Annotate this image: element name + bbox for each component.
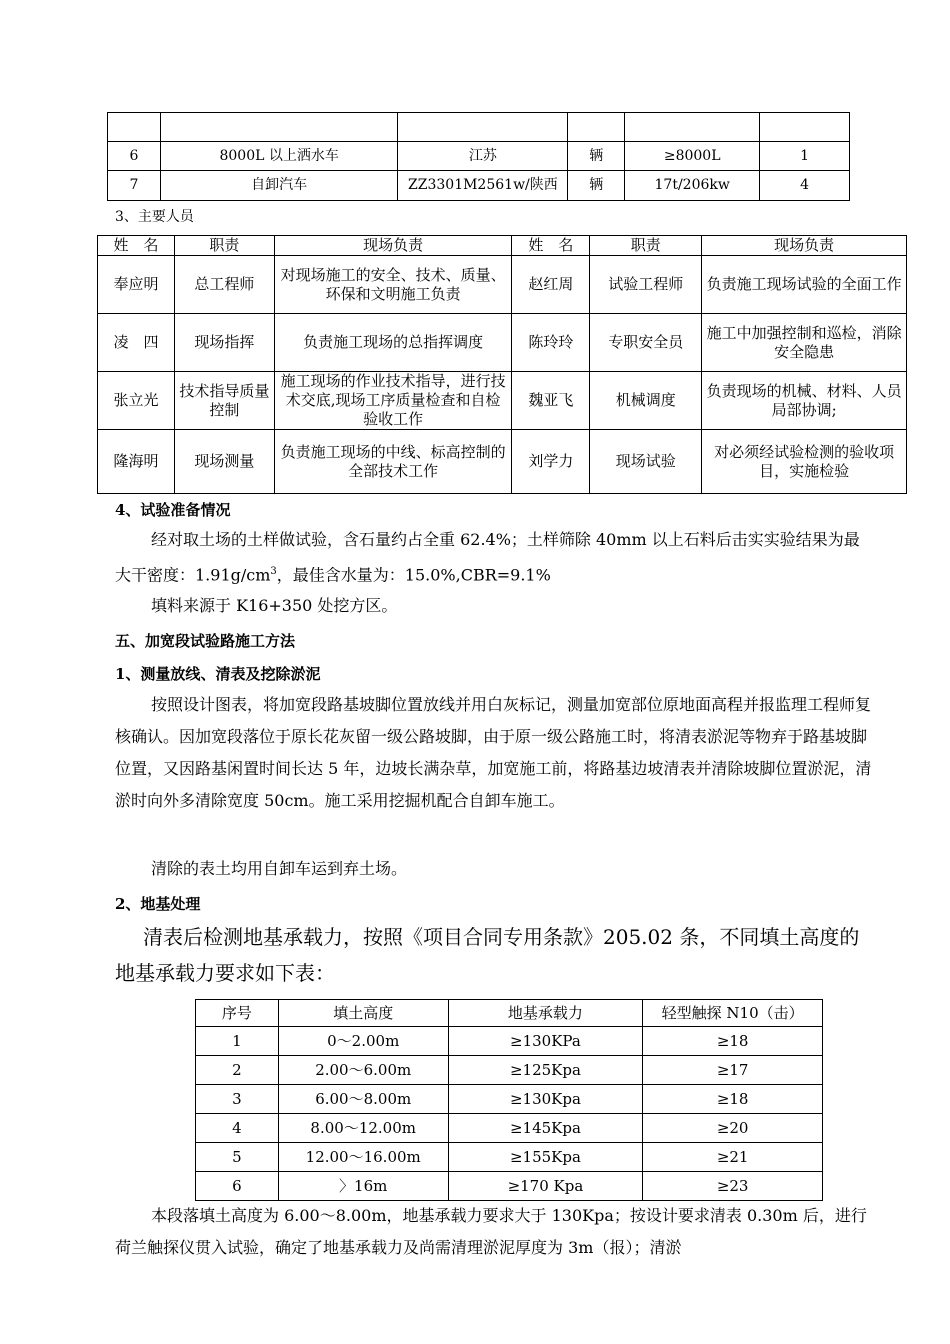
person-role: 现场试验 [590, 430, 702, 494]
bearing-n10: ≥23 [643, 1172, 823, 1201]
bearing-capacity-table [195, 999, 823, 1201]
header-cell: 姓 名 [98, 236, 175, 256]
bearing-height: 2.00～6.00m [278, 1056, 448, 1085]
header-cell: 职责 [590, 236, 702, 256]
header-cell: 填土高度 [278, 1000, 448, 1027]
table-row [196, 1085, 823, 1114]
bearing-capacity: ≥125Kpa [448, 1056, 643, 1085]
personnel-table [97, 235, 907, 494]
header-cell: 职责 [174, 236, 274, 256]
person-name: 陈玲玲 [512, 314, 590, 372]
table-row [108, 171, 850, 201]
person-role: 机械调度 [590, 372, 702, 430]
bearing-no: 3 [196, 1085, 279, 1114]
person-duty: 负责施工现场的总指挥调度 [274, 314, 512, 372]
bearing-n10: ≥18 [643, 1027, 823, 1056]
person-role: 专职安全员 [590, 314, 702, 372]
equip-origin: 江苏 [398, 142, 568, 171]
person-duty: 施工现场的作业技术指导，进行技术交底,现场工序质量检查和自检验收工作 [274, 372, 512, 430]
bearing-capacity: ≥130KPa [448, 1027, 643, 1056]
equip-qty: 1 [760, 142, 850, 171]
equip-name [160, 113, 398, 142]
table-row [98, 256, 907, 314]
closing-paragraph: 本段落填土高度为 6.00～8.00m，地基承载力要求大于 130Kpa；按设计要求清表 0.30m 后，进行荷兰触探仪贯入试验，确定了地基承载力及尚需清理淤泥厚度为 3m（报）；清淤 [115, 1206, 867, 1257]
equip-no [108, 113, 161, 142]
person-name: 凌 四 [98, 314, 175, 372]
person-name: 魏亚飞 [512, 372, 590, 430]
person-role: 现场测量 [174, 430, 274, 494]
person-name: 隆海明 [98, 430, 175, 494]
equip-no: 7 [108, 171, 161, 201]
header-cell: 现场负责 [274, 236, 512, 256]
equip-name: 自卸汽车 [160, 171, 398, 201]
bearing-height: 8.00～12.00m [278, 1114, 448, 1143]
equip-origin [398, 113, 568, 142]
equip-spec: ≥8000L [625, 142, 760, 171]
bearing-height: 0～2.00m [278, 1027, 448, 1056]
table-row [196, 1143, 823, 1172]
person-duty: 负责现场的机械、材料、人员局部协调; [702, 372, 907, 430]
person-name: 刘学力 [512, 430, 590, 494]
bearing-no: 5 [196, 1143, 279, 1172]
bearing-height: 12.00～16.00m [278, 1143, 448, 1172]
bearing-no: 2 [196, 1056, 279, 1085]
bearing-no: 6 [196, 1172, 279, 1201]
equip-origin: ZZ3301M2561w/陕西 [398, 171, 568, 201]
subsection-1-paragraph-2: 清除的表土均用自卸车运到弃土场。 [151, 859, 408, 878]
section-5-heading: 五、加宽段试验路施工方法 [115, 632, 296, 650]
table-row [196, 1027, 823, 1056]
person-role: 技术指导质量控制 [174, 372, 274, 430]
bearing-capacity: ≥145Kpa [448, 1114, 643, 1143]
person-duty: 对现场施工的安全、技术、质量、环保和文明施工负责 [274, 256, 512, 314]
bearing-capacity: ≥130Kpa [448, 1085, 643, 1114]
personnel-heading: 3、主要人员 [115, 209, 194, 225]
table-row [98, 372, 907, 430]
table-row [196, 1056, 823, 1085]
bearing-no: 4 [196, 1114, 279, 1143]
person-name: 张立光 [98, 372, 175, 430]
equip-no: 6 [108, 142, 161, 171]
subsection-2-paragraph: 清表后检测地基承载力，按照《项目合同专用条款》205.02 条，不同填土高度的地基承载力要求如下表： [115, 925, 860, 985]
test-result-text-end: ，最佳含水量为：15.0%,CBR=9.1% [276, 565, 551, 585]
bearing-no: 1 [196, 1027, 279, 1056]
person-duty: 施工中加强控制和巡检，消除安全隐患 [702, 314, 907, 372]
equip-unit: 辆 [568, 142, 625, 171]
table-row [98, 430, 907, 494]
bearing-n10: ≥21 [643, 1143, 823, 1172]
table-row [108, 142, 850, 171]
equipment-table [107, 112, 850, 201]
header-cell: 轻型触探 N10（击） [643, 1000, 823, 1027]
table-header-row [98, 236, 907, 256]
equip-spec: 17t/206kw [625, 171, 760, 201]
section-4-paragraph-1 [115, 524, 875, 591]
person-duty: 负责施工现场试验的全面工作 [702, 256, 907, 314]
bearing-n10: ≥17 [643, 1056, 823, 1085]
subsection-2-heading: 2、地基处理 [115, 895, 201, 913]
equip-qty [760, 113, 850, 142]
person-duty: 负责施工现场的中线、标高控制的全部技术工作 [274, 430, 512, 494]
bearing-n10: ≥18 [643, 1085, 823, 1114]
subsection-1-paragraph: 按照设计图表，将加宽段路基坡脚位置放线并用白灰标记，测量加宽部位原地面高程并报监理工程师复核确认。因加宽段落位于原长花灰留一级公路坡脚，由于原一级公路施工时，将清表淤泥等物弃于路基坡脚位置，又因路基闲置时间长达 5 年，边坡长满杂草，加宽施工前，将路基边坡清表并清除坡脚位置淤泥，清淤时向外多清除宽度 50cm。施工采用挖掘机配合自卸车施工。 [115, 695, 872, 810]
subsection-1-heading: 1、测量放线、清表及挖除淤泥 [115, 665, 321, 683]
header-cell: 姓 名 [512, 236, 590, 256]
test-result-text: 经对取土场的土样做试验，含石量约占全重 62.4%；土样筛除 40mm 以上石料后击实实验结果为最大干密度：1.91g/cm [115, 530, 860, 585]
bearing-n10: ≥20 [643, 1114, 823, 1143]
unit-exponent: 3 [270, 566, 277, 577]
header-cell: 序号 [196, 1000, 279, 1027]
header-cell: 现场负责 [702, 236, 907, 256]
bearing-capacity: ≥170 Kpa [448, 1172, 643, 1201]
person-role: 总工程师 [174, 256, 274, 314]
bearing-height: 〉16m [278, 1172, 448, 1201]
section-4-heading: 4、试验准备情况 [115, 501, 231, 519]
table-header-row [196, 1000, 823, 1027]
header-cell: 地基承载力 [448, 1000, 643, 1027]
person-name: 奉应明 [98, 256, 175, 314]
table-row [196, 1114, 823, 1143]
person-role: 现场指挥 [174, 314, 274, 372]
equip-qty: 4 [760, 171, 850, 201]
person-name: 赵红周 [512, 256, 590, 314]
person-role: 试验工程师 [590, 256, 702, 314]
equip-unit [568, 113, 625, 142]
table-row [98, 314, 907, 372]
equip-spec [625, 113, 760, 142]
person-duty: 对必须经试验检测的验收项目，实施检验 [702, 430, 907, 494]
section-4-paragraph-2: 填料来源于 K16+350 处挖方区。 [151, 596, 398, 615]
table-row [108, 113, 850, 142]
bearing-height: 6.00～8.00m [278, 1085, 448, 1114]
equip-name: 8000L 以上洒水车 [160, 142, 398, 171]
equip-unit: 辆 [568, 171, 625, 201]
table-row [196, 1172, 823, 1201]
bearing-capacity: ≥155Kpa [448, 1143, 643, 1172]
